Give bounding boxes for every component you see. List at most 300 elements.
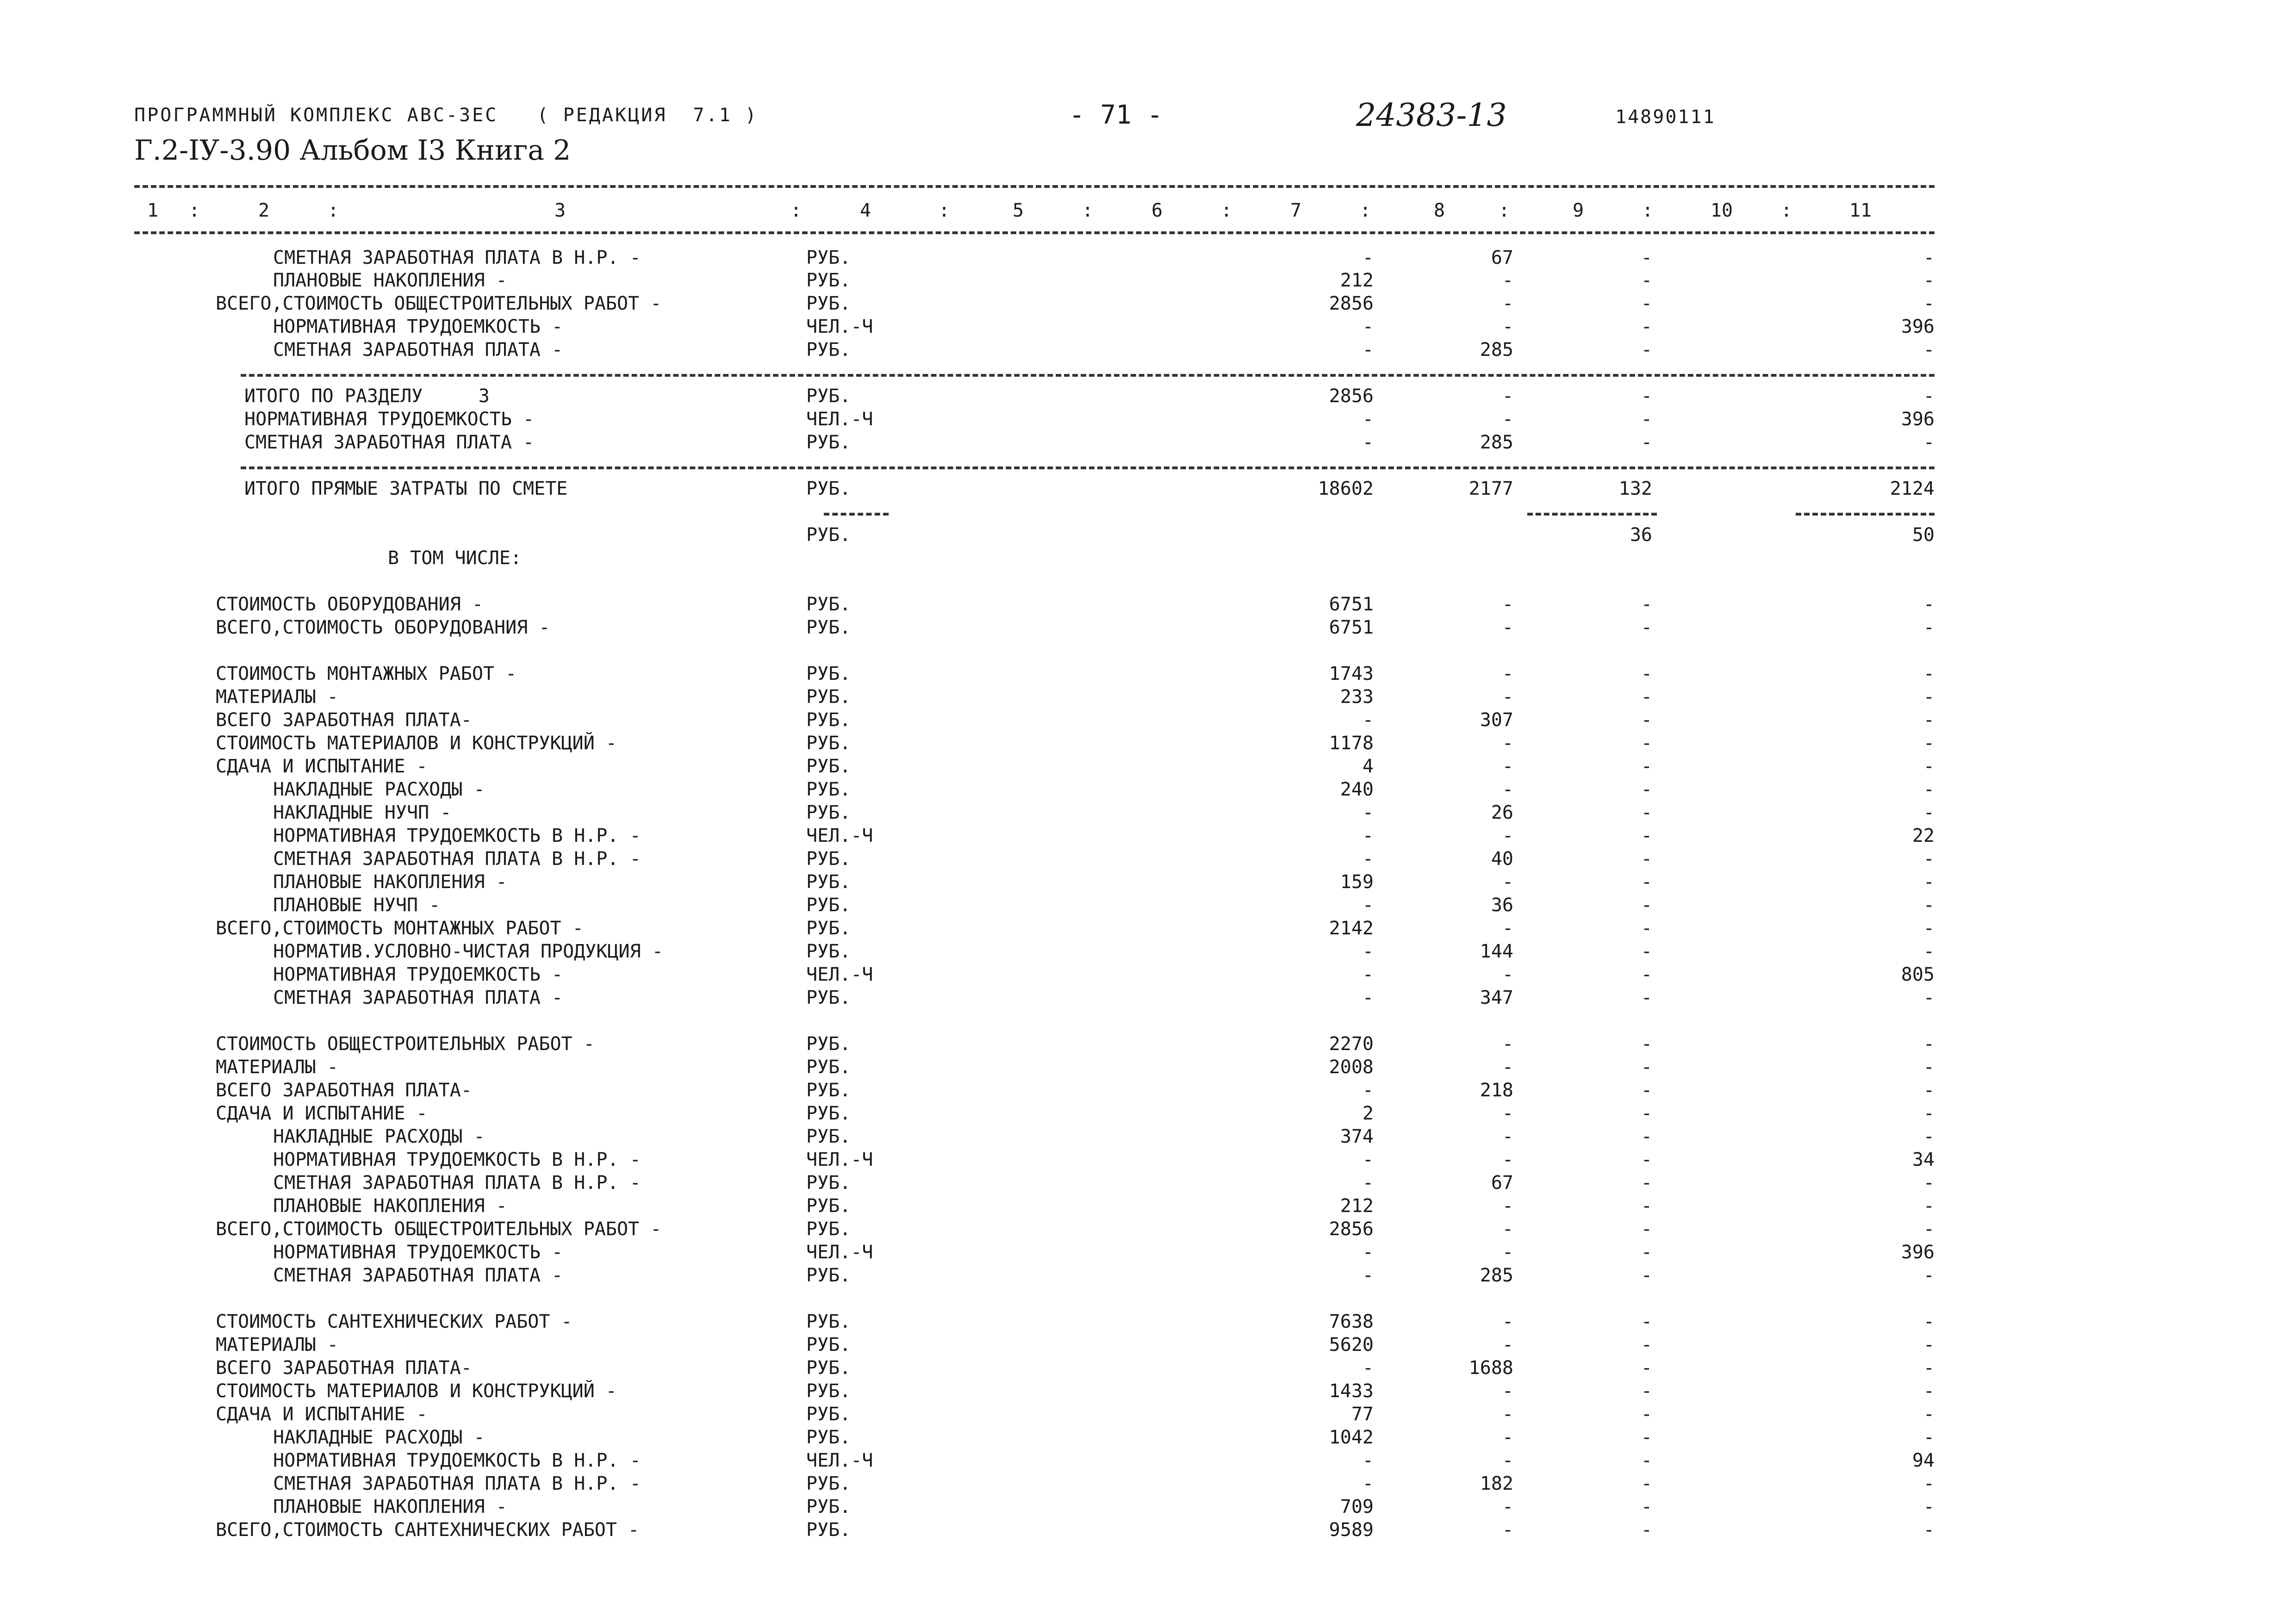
table-row	[0, 1172, 2296, 1195]
cell-col-11: -	[1923, 594, 1935, 615]
table-row	[0, 895, 2296, 918]
cell-col-9: -	[1641, 709, 1652, 731]
section-rule	[1527, 513, 1657, 516]
document-code: 14890111	[1615, 106, 1716, 128]
table-row	[0, 1080, 2296, 1103]
row-label: НОРМАТИВНАЯ ТРУДОЕМКОСТЬ В Н.Р. -	[273, 825, 641, 846]
row-unit: ЧЕЛ.-Ч	[806, 964, 873, 985]
row-unit: РУБ.	[806, 1496, 851, 1517]
cell-col-7: -	[1362, 316, 1374, 337]
cell-col-7: 374	[1340, 1126, 1374, 1147]
row-label: СТОИМОСТЬ ОБЩЕСТРОИТЕЛЬНЫХ РАБОТ -	[216, 1033, 595, 1055]
row-unit: РУБ.	[806, 386, 851, 407]
table-row	[0, 802, 2296, 825]
table-row	[0, 524, 2296, 547]
row-label: ПЛАНОВЫЕ НАКОПЛЕНИЯ -	[273, 871, 507, 893]
cell-col-8: 307	[1480, 709, 1513, 731]
table-row	[0, 1195, 2296, 1219]
cell-col-7: 6751	[1329, 594, 1374, 615]
row-unit: РУБ.	[806, 594, 851, 615]
cell-col-7: -	[1362, 1172, 1374, 1194]
table-row	[0, 1380, 2296, 1404]
cell-col-8: -	[1502, 270, 1513, 291]
cell-col-8: -	[1502, 1427, 1513, 1448]
table-row	[0, 709, 2296, 733]
row-label: СДАЧА И ИСПЫТАНИЕ -	[216, 1404, 428, 1425]
cell-col-9: -	[1641, 339, 1652, 361]
cell-col-7: 2856	[1329, 386, 1374, 407]
cell-col-11: -	[1923, 802, 1935, 823]
row-label: НОРМАТИВНАЯ ТРУДОЕМКОСТЬ -	[273, 316, 563, 337]
cell-col-9: -	[1641, 941, 1652, 962]
row-unit: РУБ.	[806, 802, 851, 823]
cell-col-11: -	[1923, 895, 1935, 916]
table-row	[0, 432, 2296, 455]
column-number: 1	[147, 200, 159, 221]
cell-col-7: 6751	[1329, 617, 1374, 638]
row-unit: РУБ.	[806, 779, 851, 800]
table-row	[0, 1427, 2296, 1450]
table-row	[0, 964, 2296, 987]
cell-col-7: 2008	[1329, 1057, 1374, 1078]
column-separator: :	[1220, 200, 1232, 221]
cell-col-7: 2	[1362, 1103, 1374, 1124]
cell-col-7: -	[1362, 409, 1374, 430]
cell-col-7: 2856	[1329, 293, 1374, 314]
cell-col-9: -	[1641, 802, 1652, 823]
cell-col-7: -	[1362, 1473, 1374, 1494]
row-unit: ЧЕЛ.-Ч	[806, 409, 873, 430]
cell-col-11: -	[1923, 1126, 1935, 1147]
cell-col-7: 1743	[1329, 663, 1374, 684]
table-row	[0, 617, 2296, 640]
cell-col-11: -	[1923, 1427, 1935, 1448]
cell-col-8: -	[1502, 293, 1513, 314]
cell-col-11: -	[1923, 663, 1935, 684]
row-unit: ЧЕЛ.-Ч	[806, 1149, 873, 1170]
row-label: СТОИМОСТЬ МАТЕРИАЛОВ И КОНСТРУКЦИЙ -	[216, 1380, 617, 1402]
cell-col-9: -	[1641, 1172, 1652, 1194]
cell-col-9: -	[1641, 987, 1652, 1008]
cell-col-8: -	[1502, 825, 1513, 846]
cell-col-7: 709	[1340, 1496, 1374, 1517]
table-row	[0, 756, 2296, 779]
cell-col-9: -	[1641, 293, 1652, 314]
cell-col-7: -	[1362, 825, 1374, 846]
cell-col-7: 233	[1340, 686, 1374, 708]
column-separator: :	[1642, 200, 1654, 221]
row-unit: РУБ.	[806, 524, 851, 546]
cell-col-9: -	[1641, 756, 1652, 777]
table-row	[0, 478, 2296, 501]
table-row	[0, 1473, 2296, 1496]
cell-col-11: -	[1923, 871, 1935, 893]
cell-col-8: -	[1502, 733, 1513, 754]
cell-col-7: 212	[1340, 270, 1374, 291]
row-label: ВСЕГО,СТОИМОСТЬ ОБОРУДОВАНИЯ -	[216, 617, 550, 638]
section-rule	[241, 466, 1935, 469]
cell-col-7: -	[1362, 848, 1374, 870]
cell-col-7: 2142	[1329, 918, 1374, 939]
cell-col-11: -	[1923, 1311, 1935, 1332]
table-row	[0, 594, 2296, 617]
cell-col-11: 50	[1912, 524, 1935, 546]
column-number: 3	[554, 200, 566, 221]
cell-col-8: -	[1502, 1311, 1513, 1332]
cell-col-11: -	[1923, 1265, 1935, 1286]
cell-col-8: 218	[1480, 1080, 1513, 1101]
cell-col-9: -	[1641, 1080, 1652, 1101]
section-rule	[241, 374, 1935, 377]
cell-col-7: 4	[1362, 756, 1374, 777]
cell-col-7: -	[1362, 1149, 1374, 1170]
cell-col-7: -	[1362, 339, 1374, 361]
table-row	[0, 663, 2296, 686]
table-row	[0, 339, 2296, 362]
cell-col-9: -	[1641, 270, 1652, 291]
column-number: 10	[1710, 200, 1733, 221]
cell-col-9: -	[1641, 1103, 1652, 1124]
cell-col-7: -	[1362, 1265, 1374, 1286]
row-label: СТОИМОСТЬ МОНТАЖНЫХ РАБОТ -	[216, 663, 517, 684]
row-label: НОРМАТИВНАЯ ТРУДОЕМКОСТЬ В Н.Р. -	[273, 1149, 641, 1170]
cell-col-7: -	[1362, 964, 1374, 985]
row-unit: РУБ.	[806, 895, 851, 916]
cell-col-7: -	[1362, 709, 1374, 731]
row-unit: РУБ.	[806, 1427, 851, 1448]
row-unit: РУБ.	[806, 293, 851, 314]
cell-col-8: -	[1502, 1149, 1513, 1170]
row-label: СМЕТНАЯ ЗАРАБОТНАЯ ПЛАТА -	[273, 1265, 563, 1286]
row-label: СМЕТНАЯ ЗАРАБОТНАЯ ПЛАТА В Н.Р. -	[273, 848, 641, 870]
cell-col-7: -	[1362, 247, 1374, 268]
cell-col-11: -	[1923, 1380, 1935, 1402]
cell-col-9: -	[1641, 1496, 1652, 1517]
row-unit: РУБ.	[806, 987, 851, 1008]
cell-col-9: -	[1641, 1033, 1652, 1055]
column-number: 8	[1433, 200, 1445, 221]
table-row	[0, 1126, 2296, 1149]
row-label: МАТЕРИАЛЫ -	[216, 1334, 338, 1356]
row-unit: РУБ.	[806, 1172, 851, 1194]
row-unit: ЧЕЛ.-Ч	[806, 825, 873, 846]
row-label: ВСЕГО,СТОИМОСТЬ ОБЩЕСТРОИТЕЛЬНЫХ РАБОТ -	[216, 293, 662, 314]
cell-col-9: -	[1641, 1149, 1652, 1170]
row-unit: РУБ.	[806, 339, 851, 361]
cell-col-8: -	[1502, 1380, 1513, 1402]
cell-col-8: -	[1502, 871, 1513, 893]
column-number: 5	[1012, 200, 1024, 221]
cell-col-11: -	[1923, 1195, 1935, 1217]
cell-col-8: 2177	[1468, 478, 1513, 499]
cell-col-9: -	[1641, 617, 1652, 638]
column-separator: :	[1780, 200, 1792, 221]
row-unit: РУБ.	[806, 663, 851, 684]
column-separator: :	[1082, 200, 1094, 221]
cell-col-11: -	[1923, 1219, 1935, 1240]
row-unit: ЧЕЛ.-Ч	[806, 1242, 873, 1263]
column-number: 11	[1849, 200, 1872, 221]
cell-col-9: -	[1641, 316, 1652, 337]
cell-col-8: -	[1502, 964, 1513, 985]
cell-col-11: -	[1923, 987, 1935, 1008]
cell-col-11: -	[1923, 247, 1935, 268]
cell-col-8: 1688	[1468, 1357, 1513, 1379]
cell-col-9: -	[1641, 247, 1652, 268]
table-row	[0, 779, 2296, 802]
table-row	[0, 686, 2296, 709]
row-label: СМЕТНАЯ ЗАРАБОТНАЯ ПЛАТА -	[273, 987, 563, 1008]
cell-col-9: -	[1641, 1242, 1652, 1263]
column-separator: :	[188, 200, 200, 221]
cell-col-11: -	[1923, 848, 1935, 870]
column-separator: :	[1359, 200, 1371, 221]
cell-col-7: 2856	[1329, 1219, 1374, 1240]
cell-col-11: -	[1923, 1103, 1935, 1124]
cell-col-11: -	[1923, 779, 1935, 800]
cell-col-7: -	[1362, 1357, 1374, 1379]
cell-col-7: 9589	[1329, 1519, 1374, 1541]
row-unit: РУБ.	[806, 478, 851, 499]
row-label: ВСЕГО,СТОИМОСТЬ ОБЩЕСТРОИТЕЛЬНЫХ РАБОТ -	[216, 1219, 662, 1240]
cell-col-8: -	[1502, 1242, 1513, 1263]
cell-col-9: -	[1641, 1219, 1652, 1240]
cell-col-7: 18602	[1318, 478, 1374, 499]
row-unit: РУБ.	[806, 617, 851, 638]
table-row	[0, 409, 2296, 432]
cell-col-9: -	[1641, 964, 1652, 985]
cell-col-11: -	[1923, 432, 1935, 453]
cell-col-8: 40	[1491, 848, 1513, 870]
column-number: 6	[1151, 200, 1163, 221]
row-label: ПЛАНОВЫЕ НАКОПЛЕНИЯ -	[273, 1195, 507, 1217]
cell-col-11: -	[1923, 293, 1935, 314]
table-row	[0, 941, 2296, 964]
cell-col-7: -	[1362, 895, 1374, 916]
cell-col-8: -	[1502, 617, 1513, 638]
row-label: ВСЕГО ЗАРАБОТНАЯ ПЛАТА-	[216, 1080, 472, 1101]
row-unit: РУБ.	[806, 1311, 851, 1332]
cell-col-7: -	[1362, 1080, 1374, 1101]
row-unit: РУБ.	[806, 1473, 851, 1494]
cell-col-7: -	[1362, 1450, 1374, 1471]
cell-col-11: -	[1923, 1080, 1935, 1101]
cell-col-9: -	[1641, 733, 1652, 754]
row-label: СМЕТНАЯ ЗАРАБОТНАЯ ПЛАТА В Н.Р. -	[273, 247, 641, 268]
table-row	[0, 987, 2296, 1010]
cell-col-9: -	[1641, 1334, 1652, 1356]
row-label: НАКЛАДНЫЕ РАСХОДЫ -	[273, 779, 485, 800]
column-separator: :	[790, 200, 802, 221]
cell-col-9: -	[1641, 918, 1652, 939]
row-label: НОРМАТИВНАЯ ТРУДОЕМКОСТЬ -	[244, 409, 535, 430]
cell-col-9: -	[1641, 1057, 1652, 1078]
cell-col-11: -	[1923, 941, 1935, 962]
row-unit: РУБ.	[806, 1380, 851, 1402]
cell-col-9: -	[1641, 871, 1652, 893]
table-row	[0, 1057, 2296, 1080]
cell-col-11: 94	[1912, 1450, 1935, 1471]
row-label: СМЕТНАЯ ЗАРАБОТНАЯ ПЛАТА -	[244, 432, 535, 453]
cell-col-9: -	[1641, 1126, 1652, 1147]
cell-col-9: -	[1641, 1195, 1652, 1217]
row-label: ПЛАНОВЫЕ НАКОПЛЕНИЯ -	[273, 1496, 507, 1517]
cell-col-8: -	[1502, 1219, 1513, 1240]
cell-col-11: -	[1923, 339, 1935, 361]
row-label: ВСЕГО ЗАРАБОТНАЯ ПЛАТА-	[216, 1357, 472, 1379]
cell-col-8: -	[1502, 1450, 1513, 1471]
cell-col-7: 7638	[1329, 1311, 1374, 1332]
row-label: НОРМАТИВНАЯ ТРУДОЕМКОСТЬ -	[273, 964, 563, 985]
row-label: ПЛАНОВЫЕ НУЧП -	[273, 895, 441, 916]
cell-col-8: -	[1502, 1195, 1513, 1217]
cell-col-9: 132	[1618, 478, 1652, 499]
table-row	[0, 1519, 2296, 1542]
cell-col-9: -	[1641, 825, 1652, 846]
cell-col-11: -	[1923, 709, 1935, 731]
row-unit: РУБ.	[806, 1195, 851, 1217]
table-row	[0, 316, 2296, 339]
row-label: СТОИМОСТЬ САНТЕХНИЧЕСКИХ РАБОТ -	[216, 1311, 572, 1332]
table-row	[0, 1265, 2296, 1288]
row-unit: РУБ.	[806, 941, 851, 962]
cell-col-7: 5620	[1329, 1334, 1374, 1356]
table-row	[0, 918, 2296, 941]
row-label: ВСЕГО,СТОИМОСТЬ МОНТАЖНЫХ РАБОТ -	[216, 918, 584, 939]
cell-col-11: 396	[1901, 409, 1935, 430]
cell-col-9: -	[1641, 1404, 1652, 1425]
cell-col-8: 67	[1491, 247, 1513, 268]
cell-col-11: -	[1923, 1473, 1935, 1494]
cell-col-11: -	[1923, 1172, 1935, 1194]
cell-col-8: -	[1502, 779, 1513, 800]
row-label: СМЕТНАЯ ЗАРАБОТНАЯ ПЛАТА В Н.Р. -	[273, 1473, 641, 1494]
row-label: СТОИМОСТЬ ОБОРУДОВАНИЯ -	[216, 594, 483, 615]
cell-col-8: -	[1502, 918, 1513, 939]
row-label: НАКЛАДНЫЕ РАСХОДЫ -	[273, 1427, 485, 1448]
cell-col-11: 396	[1901, 316, 1935, 337]
row-label: НОРМАТИВНАЯ ТРУДОЕМКОСТЬ В Н.Р. -	[273, 1450, 641, 1471]
cell-col-9: -	[1641, 1311, 1652, 1332]
row-unit: РУБ.	[806, 432, 851, 453]
table-row	[0, 1496, 2296, 1519]
cell-col-7: 212	[1340, 1195, 1374, 1217]
cell-col-8: 347	[1480, 987, 1513, 1008]
row-label: ИТОГО ПО РАЗДЕЛУ 3	[244, 386, 490, 407]
row-unit: РУБ.	[806, 1265, 851, 1286]
cell-col-8: 144	[1480, 941, 1513, 962]
table-row	[0, 1242, 2296, 1265]
handwritten-number: 24383-13	[1356, 97, 1507, 134]
album-title: Г.2-IУ-3.90 Альбом I3 Книга 2	[134, 134, 571, 167]
cell-col-11: -	[1923, 733, 1935, 754]
row-label: СТОИМОСТЬ МАТЕРИАЛОВ И КОНСТРУКЦИЙ -	[216, 733, 617, 754]
table-row	[0, 270, 2296, 293]
cell-col-9: -	[1641, 686, 1652, 708]
table-row	[0, 386, 2296, 409]
row-unit: ЧЕЛ.-Ч	[806, 1450, 873, 1471]
table-row	[0, 871, 2296, 895]
cell-col-11: -	[1923, 1496, 1935, 1517]
row-label: СМЕТНАЯ ЗАРАБОТНАЯ ПЛАТА В Н.Р. -	[273, 1172, 641, 1194]
row-unit: РУБ.	[806, 1057, 851, 1078]
cell-col-7: 240	[1340, 779, 1374, 800]
cell-col-9: -	[1641, 895, 1652, 916]
cell-col-11: -	[1923, 918, 1935, 939]
row-label: НОРМАТИВ.УСЛОВНО-ЧИСТАЯ ПРОДУКЦИЯ -	[273, 941, 663, 962]
cell-col-11: -	[1923, 686, 1935, 708]
cell-col-11: -	[1923, 270, 1935, 291]
cell-col-11: -	[1923, 1357, 1935, 1379]
row-unit: РУБ.	[806, 918, 851, 939]
row-unit: РУБ.	[806, 871, 851, 893]
cell-col-8: 285	[1480, 339, 1513, 361]
table-row	[0, 1404, 2296, 1427]
row-unit: РУБ.	[806, 1334, 851, 1356]
row-label: ИТОГО ПРЯМЫЕ ЗАТРАТЫ ПО СМЕТЕ	[244, 478, 568, 499]
cell-col-7: 159	[1340, 871, 1374, 893]
cell-col-8: -	[1502, 686, 1513, 708]
section-rule	[1796, 513, 1935, 516]
cell-col-7: -	[1362, 941, 1374, 962]
cell-col-8: 285	[1480, 1265, 1513, 1286]
cell-col-9: -	[1641, 1265, 1652, 1286]
row-label: НАКЛАДНЫЕ РАСХОДЫ -	[273, 1126, 485, 1147]
cell-col-8: -	[1502, 1126, 1513, 1147]
cell-col-8: 36	[1491, 895, 1513, 916]
cell-col-11: -	[1923, 1519, 1935, 1541]
cell-col-9: -	[1641, 594, 1652, 615]
cell-col-11: -	[1923, 1033, 1935, 1055]
cell-col-8: -	[1502, 386, 1513, 407]
cell-col-8: -	[1502, 1334, 1513, 1356]
table-row	[0, 1219, 2296, 1242]
cell-col-8: -	[1502, 1404, 1513, 1425]
cell-col-8: -	[1502, 756, 1513, 777]
column-number: 2	[258, 200, 270, 221]
cell-col-11: -	[1923, 617, 1935, 638]
row-label: МАТЕРИАЛЫ -	[216, 1057, 338, 1078]
cell-col-9: -	[1641, 1357, 1652, 1379]
column-separator: :	[938, 200, 950, 221]
cell-col-9: -	[1641, 1473, 1652, 1494]
row-label: НАКЛАДНЫЕ НУЧП -	[273, 802, 452, 823]
cell-col-11: -	[1923, 1334, 1935, 1356]
section-rule	[824, 513, 889, 516]
row-unit: РУБ.	[806, 247, 851, 268]
row-label: В ТОМ ЧИСЛЕ:	[388, 547, 522, 569]
row-unit: РУБ.	[806, 686, 851, 708]
row-unit: РУБ.	[806, 848, 851, 870]
cell-col-11: -	[1923, 386, 1935, 407]
table-row	[0, 1450, 2296, 1473]
table-row	[0, 247, 2296, 270]
table-row	[0, 848, 2296, 871]
row-unit: РУБ.	[806, 756, 851, 777]
cell-col-7: 1433	[1329, 1380, 1374, 1402]
cell-col-9: -	[1641, 848, 1652, 870]
cell-col-11: 396	[1901, 1242, 1935, 1263]
cell-col-8: -	[1502, 409, 1513, 430]
cell-col-9: -	[1641, 1380, 1652, 1402]
cell-col-8: -	[1502, 1496, 1513, 1517]
cell-col-7: -	[1362, 802, 1374, 823]
cell-col-7: 1178	[1329, 733, 1374, 754]
row-unit: РУБ.	[806, 1126, 851, 1147]
row-label: НОРМАТИВНАЯ ТРУДОЕМКОСТЬ -	[273, 1242, 563, 1263]
cell-col-8: 285	[1480, 432, 1513, 453]
program-header: ПРОГРАММНЫЙ КОМПЛЕКС АВС-3ЕС ( РЕДАКЦИЯ 7.1 )	[134, 105, 758, 126]
